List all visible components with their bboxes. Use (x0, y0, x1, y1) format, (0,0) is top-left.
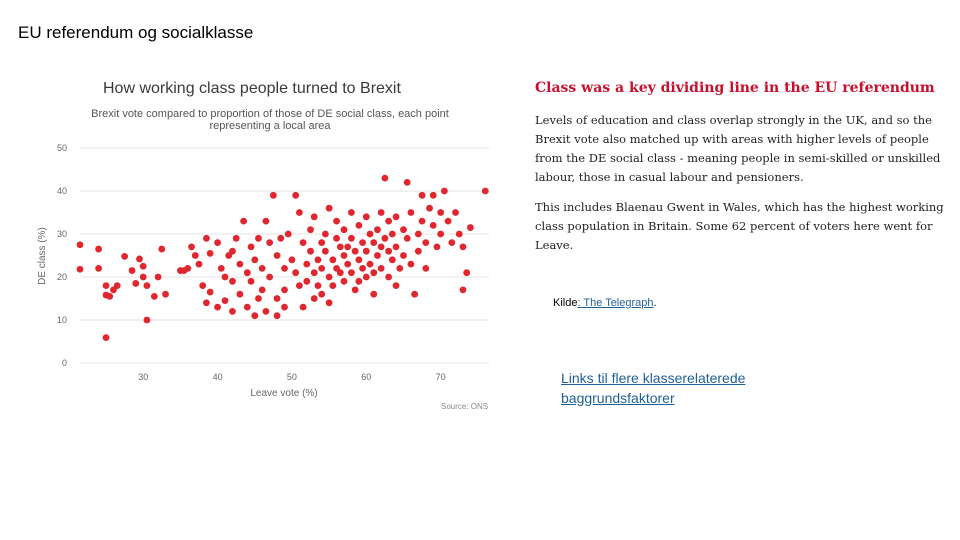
data-point (404, 235, 411, 242)
data-point (203, 235, 210, 242)
data-point (430, 222, 437, 229)
data-point (408, 261, 415, 268)
data-point (393, 213, 400, 220)
data-point (460, 287, 467, 294)
data-point (144, 282, 151, 289)
data-point (281, 287, 288, 294)
data-point (300, 304, 307, 311)
data-point (136, 256, 143, 263)
data-point (322, 231, 329, 238)
data-point (333, 235, 340, 242)
data-point (363, 248, 370, 255)
data-point (255, 235, 262, 242)
data-point (463, 269, 470, 276)
data-point (274, 295, 281, 302)
chart-source: Source: ONS (441, 402, 489, 411)
data-point (452, 209, 459, 216)
data-point (155, 274, 162, 281)
data-point (222, 297, 229, 304)
data-point (348, 209, 355, 216)
data-point (203, 299, 210, 306)
data-point (374, 226, 381, 233)
data-point (281, 265, 288, 272)
data-point (296, 282, 303, 289)
data-point (289, 256, 296, 263)
y-axis-label: DE class (%) (37, 227, 48, 285)
y-tick-label: 30 (56, 229, 67, 239)
data-point (244, 269, 251, 276)
data-point (385, 274, 392, 281)
data-point (244, 304, 251, 311)
data-point (374, 252, 381, 259)
data-point (248, 244, 255, 251)
data-point (162, 291, 169, 298)
data-point (456, 231, 463, 238)
data-point (311, 213, 318, 220)
data-point (378, 209, 385, 216)
data-point (359, 239, 366, 246)
data-point (140, 274, 147, 281)
data-point (448, 239, 455, 246)
data-point (255, 295, 262, 302)
data-point (214, 239, 221, 246)
data-point (292, 269, 299, 276)
data-point (214, 304, 221, 311)
data-point (121, 253, 128, 260)
data-point (140, 263, 147, 270)
data-point (460, 244, 467, 251)
class-factors-link[interactable]: Links til flere klasserelaterede baggrundsfaktorer (561, 370, 746, 406)
x-tick-label: 70 (435, 372, 446, 382)
data-point (266, 274, 273, 281)
data-points (77, 175, 489, 341)
data-point (355, 256, 362, 263)
data-point (355, 278, 362, 285)
data-point (318, 265, 325, 272)
data-point (370, 291, 377, 298)
data-point (270, 192, 277, 199)
data-point (114, 282, 121, 289)
data-point (378, 244, 385, 251)
chart-title: How working class people turned to Brexit (103, 80, 401, 97)
data-point (389, 231, 396, 238)
article-paragraph-1: Levels of education and class overlap strongly in the UK, and so the Brexit vote also matched up with areas with higher levels of people from the DE social class - meaning people in semi-skilled or unskilled labour, those in casual labour and pensioners. (535, 113, 941, 184)
data-point (370, 269, 377, 276)
data-point (422, 239, 429, 246)
data-point (236, 291, 243, 298)
data-point (385, 218, 392, 225)
data-point (385, 248, 392, 255)
data-point (445, 218, 452, 225)
data-point (229, 248, 236, 255)
data-point (415, 231, 422, 238)
data-point (426, 205, 433, 212)
data-point (303, 261, 310, 268)
data-point (422, 265, 429, 272)
y-tick-label: 50 (56, 143, 67, 153)
data-point (296, 209, 303, 216)
data-point (251, 256, 258, 263)
data-point (378, 265, 385, 272)
data-point (333, 218, 340, 225)
data-point (311, 269, 318, 276)
data-point (367, 261, 374, 268)
data-point (404, 179, 411, 186)
data-point (396, 265, 403, 272)
data-point (315, 282, 322, 289)
data-point (229, 308, 236, 315)
chart-subtitle: Brexit vote compared to proportion of those of DE social class, each point representing a local area (91, 108, 449, 132)
data-point (326, 274, 333, 281)
data-point (329, 256, 336, 263)
data-point (389, 256, 396, 263)
data-point (158, 246, 165, 253)
data-point (363, 213, 370, 220)
data-point (266, 239, 273, 246)
data-point (274, 252, 281, 259)
data-point (415, 248, 422, 255)
y-tick-label: 10 (56, 315, 67, 325)
data-point (300, 239, 307, 246)
data-point (341, 278, 348, 285)
x-axis-label: Leave vote (%) (250, 388, 318, 399)
data-point (370, 239, 377, 246)
data-point (393, 282, 400, 289)
data-point (341, 252, 348, 259)
data-point (129, 267, 136, 274)
data-point (419, 192, 426, 199)
data-point (329, 282, 336, 289)
data-point (285, 231, 292, 238)
data-point (393, 244, 400, 251)
data-point (348, 269, 355, 276)
data-point (337, 244, 344, 251)
data-point (355, 222, 362, 229)
data-point (352, 248, 359, 255)
data-point (318, 291, 325, 298)
data-point (337, 269, 344, 276)
data-point (229, 278, 236, 285)
data-point (348, 235, 355, 242)
data-point (184, 265, 191, 272)
data-point (132, 280, 139, 287)
data-point (367, 231, 374, 238)
data-point (103, 334, 110, 341)
data-point (277, 235, 284, 242)
article-heading: Class was a key dividing line in the EU referendum (535, 80, 935, 96)
data-point (207, 289, 214, 296)
data-point (437, 209, 444, 216)
data-point (207, 250, 214, 257)
data-point (222, 274, 229, 281)
data-point (233, 235, 240, 242)
y-tick-labels (57, 143, 67, 368)
grid-lines (80, 148, 489, 363)
x-tick-labels (138, 372, 445, 382)
data-point (307, 226, 314, 233)
data-point (352, 287, 359, 294)
data-point (344, 261, 351, 268)
data-point (259, 287, 266, 294)
data-point (441, 188, 448, 195)
data-point (326, 299, 333, 306)
data-point (251, 312, 258, 319)
data-point (400, 252, 407, 259)
data-point (218, 265, 225, 272)
article-paragraph-2: This includes Blaenau Gwent in Wales, which has the highest working class population in Britain. Some 62 percent of voters here went for Leave. (535, 200, 944, 252)
data-point (236, 261, 243, 268)
data-point (430, 192, 437, 199)
data-point (95, 246, 102, 253)
data-point (303, 278, 310, 285)
data-point (363, 274, 370, 281)
data-point (240, 218, 247, 225)
data-point (419, 218, 426, 225)
slide-title: EU referendum og socialklasse (18, 23, 254, 42)
data-point (437, 231, 444, 238)
data-point (408, 209, 415, 216)
data-point (326, 205, 333, 212)
data-point (292, 192, 299, 199)
data-point (263, 218, 270, 225)
source-line (553, 297, 657, 309)
data-point (311, 295, 318, 302)
data-point (400, 226, 407, 233)
x-tick-label: 50 (286, 372, 297, 382)
data-point (281, 304, 288, 311)
data-point (199, 282, 206, 289)
data-point (103, 282, 110, 289)
data-point (482, 188, 489, 195)
y-tick-label: 20 (56, 272, 67, 282)
y-tick-label: 0 (61, 358, 67, 368)
x-tick-label: 40 (212, 372, 223, 382)
data-point (77, 241, 84, 248)
data-point (315, 256, 322, 263)
data-point (95, 265, 102, 272)
x-tick-label: 30 (138, 372, 149, 382)
x-tick-label: 60 (361, 372, 372, 382)
y-tick-label: 40 (56, 186, 67, 196)
data-point (192, 252, 199, 259)
source-prefix: Kilde (553, 297, 578, 309)
data-point (248, 278, 255, 285)
data-point (344, 244, 351, 251)
data-point (318, 239, 325, 246)
data-point (259, 265, 266, 272)
data-point (434, 244, 441, 251)
data-point (467, 224, 474, 231)
data-point (151, 293, 158, 300)
data-point (263, 308, 270, 315)
data-point (381, 175, 388, 182)
data-point (196, 261, 203, 268)
data-point (341, 226, 348, 233)
data-point (106, 293, 113, 300)
source-suffix: . (653, 297, 657, 309)
data-point (307, 248, 314, 255)
data-point (411, 291, 418, 298)
data-point (188, 244, 195, 251)
data-point (77, 266, 84, 273)
data-point (144, 317, 151, 324)
data-point (381, 235, 388, 242)
telegraph-link[interactable]: : The Telegraph (577, 297, 654, 309)
data-point (274, 312, 281, 319)
data-point (359, 265, 366, 272)
data-point (322, 248, 329, 255)
